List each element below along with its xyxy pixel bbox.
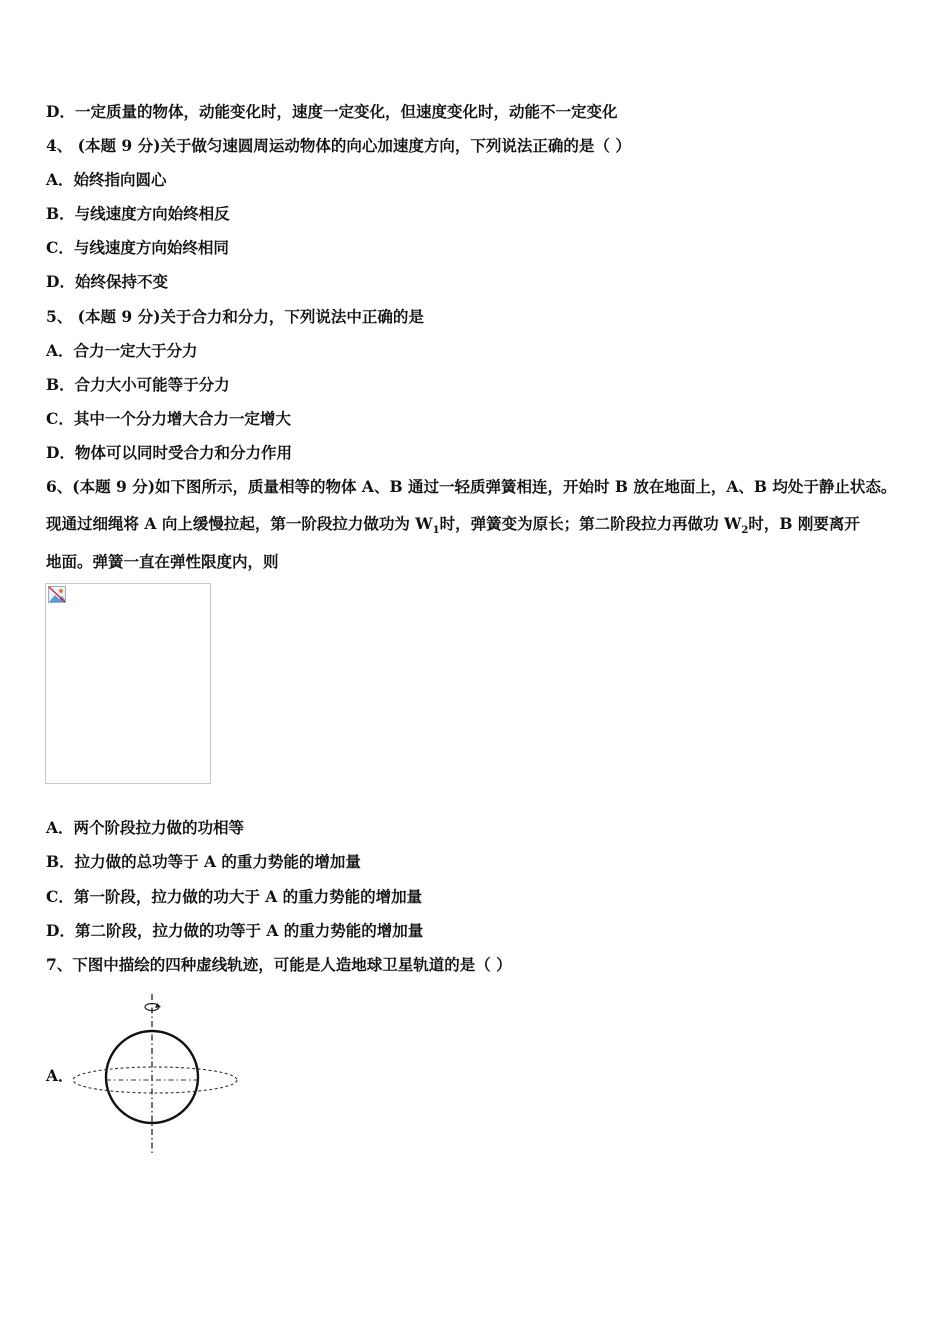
q6-line2-part-b: 时，弹簧变为原长；第二阶段拉力再做功 W: [439, 514, 742, 533]
q7-figure-a-label: A．: [46, 1066, 74, 1085]
q4-option-c: C．与线速度方向始终相同: [46, 238, 229, 257]
q4-option-b: B．与线速度方向始终相反: [46, 204, 230, 223]
q6-option-c: C．第一阶段，拉力做的功大于 A 的重力势能的增加量: [46, 887, 423, 906]
q7-stem: 7、下图中描绘的四种虚线轨迹，可能是人造地球卫星轨道的是（ ）: [46, 955, 512, 974]
q3-option-d: D．一定质量的物体，动能变化时，速度一定变化，但速度变化时，动能不一定变化: [46, 102, 618, 121]
q6-option-a: A．两个阶段拉力做的功相等: [46, 818, 245, 837]
q6-figure-placeholder: [45, 583, 211, 784]
q5-option-c: C．其中一个分力增大合力一定增大: [46, 409, 291, 428]
earth-orbit-figure-a: [68, 992, 243, 1157]
q6-w2-subscript: 2: [741, 525, 749, 537]
q6-option-d: D．第二阶段，拉力做的功等于 A 的重力势能的增加量: [46, 921, 424, 940]
q6-line2-part-a: 现通过细绳将 A 向上缓慢拉起，第一阶段拉力做功为 W: [46, 514, 433, 533]
q4-stem: 4、 (本题 9 分)关于做匀速圆周运动物体的向心加速度方向，下列说法正确的是（ ）: [46, 136, 631, 155]
satellite-orbit-dashed: [73, 1067, 237, 1093]
q6-line2-part-c: 时，B 刚要离开: [748, 514, 860, 533]
q5-option-d: D．物体可以同时受合力和分力作用: [46, 443, 292, 462]
q6-stem-line1: 6、(本题 9 分)如下图所示，质量相等的物体 A、B 通过一轻质弹簧相连，开始时 B 放在地面上，A、B 均处于静止状态。: [46, 477, 897, 496]
q6-stem-line3: 地面。弹簧一直在弹性限度内，则: [46, 552, 279, 571]
q4-option-a: A．始终指向圆心: [46, 170, 167, 189]
q6-option-b: B．拉力做的总功等于 A 的重力势能的增加量: [46, 852, 361, 871]
q5-option-b: B．合力大小可能等于分力: [46, 375, 230, 394]
broken-image-icon: [48, 586, 66, 603]
q4-option-d: D．始终保持不变: [46, 272, 168, 291]
q5-option-a: A．合力一定大于分力: [46, 341, 198, 360]
q5-stem: 5、 (本题 9 分)关于合力和分力，下列说法中正确的是: [46, 307, 424, 326]
q6-w1-subscript: 1: [432, 525, 440, 537]
q6-stem-line2: [46, 514, 860, 541]
